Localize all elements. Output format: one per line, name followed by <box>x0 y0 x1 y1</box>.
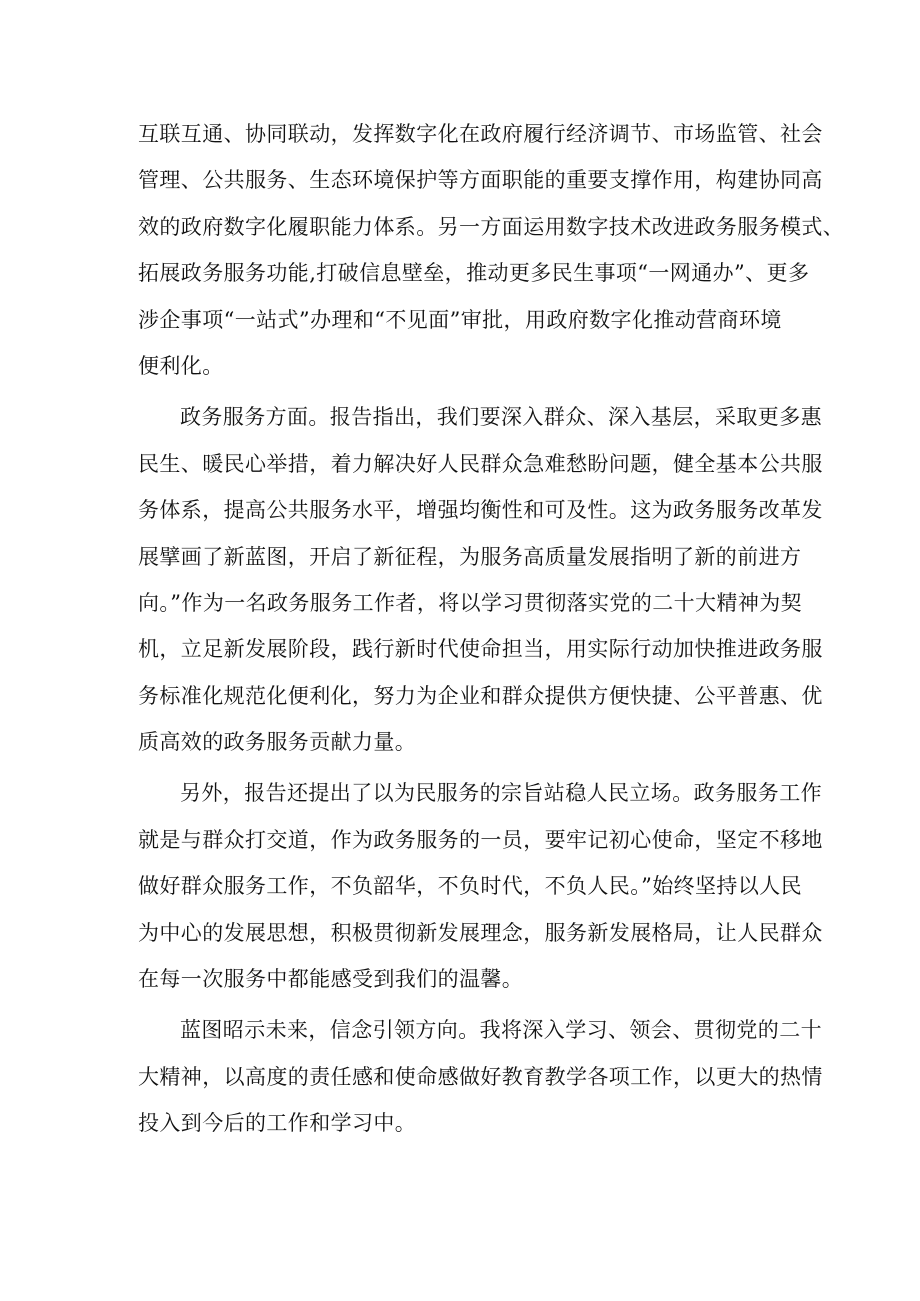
text-line: 拓展政务服务功能,打破信息壁垒，推动更多民生事项“一网通办”、更多 <box>138 261 810 286</box>
paragraph <box>138 394 823 765</box>
text-line: 质高效的政务服务贡献力量。 <box>138 730 417 755</box>
text-line: 蓝图昭示未来，信念引领方向。我将深入学习、领会、贯彻党的二十 <box>180 1018 822 1043</box>
text-line: 政务服务方面。报告指出，我们要深入群众、深入基层，采取更多惠 <box>180 405 822 430</box>
text-line: 投入到今后的工作和学习中。 <box>138 1111 417 1136</box>
text-line: 做好群众服务工作，不负韶华，不负时代，不负人民。”始终坚持以人民 <box>138 874 803 899</box>
text-line: 展擘画了新蓝图，开启了新征程，为服务高质量发展指明了新的前进方 <box>138 544 802 569</box>
paragraph <box>138 111 845 389</box>
text-line: 便利化。 <box>138 353 224 378</box>
text-line: 向。”作为一名政务服务工作者，将以学习贯彻落实党的二十大精神为契 <box>138 590 803 615</box>
document-body <box>138 111 845 1152</box>
paragraph <box>138 1007 823 1146</box>
text-line: 互联互通、协同联动，发挥数字化在政府履行经济调节、市场监管、社会 <box>138 122 823 146</box>
text-line: 大精神，以高度的责任感和使命感做好教育教学各项工作，以更大的热情 <box>138 1064 823 1089</box>
text-line: 效的政府数字化履职能力体系。另一方面运用数字技术改进政务服务模式、 <box>138 214 845 239</box>
text-line: 机，立足新发展阶段，践行新时代使命担当，用实际行动加快推进政务服 <box>138 637 823 662</box>
text-line: 另外，报告还提出了以为民服务的宗旨站稳人民立场。政务服务工作 <box>180 781 822 806</box>
text-line: 为中心的发展思想，积极贯彻新发展理念，服务新发展格局，让人民群众 <box>138 920 823 945</box>
text-line: 在每一次服务中都能感受到我们的温馨。 <box>138 967 524 992</box>
text-line: 就是与群众打交道，作为政务服务的一员，要牢记初心使命，坚定不移地 <box>138 827 823 852</box>
text-line: 民生、暖民心举措，着力解决好人民群众急难愁盼问题，健全基本公共服 <box>138 451 823 476</box>
text-line: 管理、公共服务、生态环境保护等方面职能的重要支撑作用，构建协同高 <box>138 168 823 193</box>
text-line: 涉企事项“一站式”办理和“不见面”审批，用政府数字化推动营商环境 <box>138 307 782 332</box>
paragraph <box>138 770 823 1002</box>
text-line: 务标准化规范化便利化，努力为企业和群众提供方便快捷、公平普惠、优 <box>138 683 823 708</box>
text-line: 务体系，提高公共服务水平，增强均衡性和可及性。这为政务服务改革发 <box>138 498 823 523</box>
